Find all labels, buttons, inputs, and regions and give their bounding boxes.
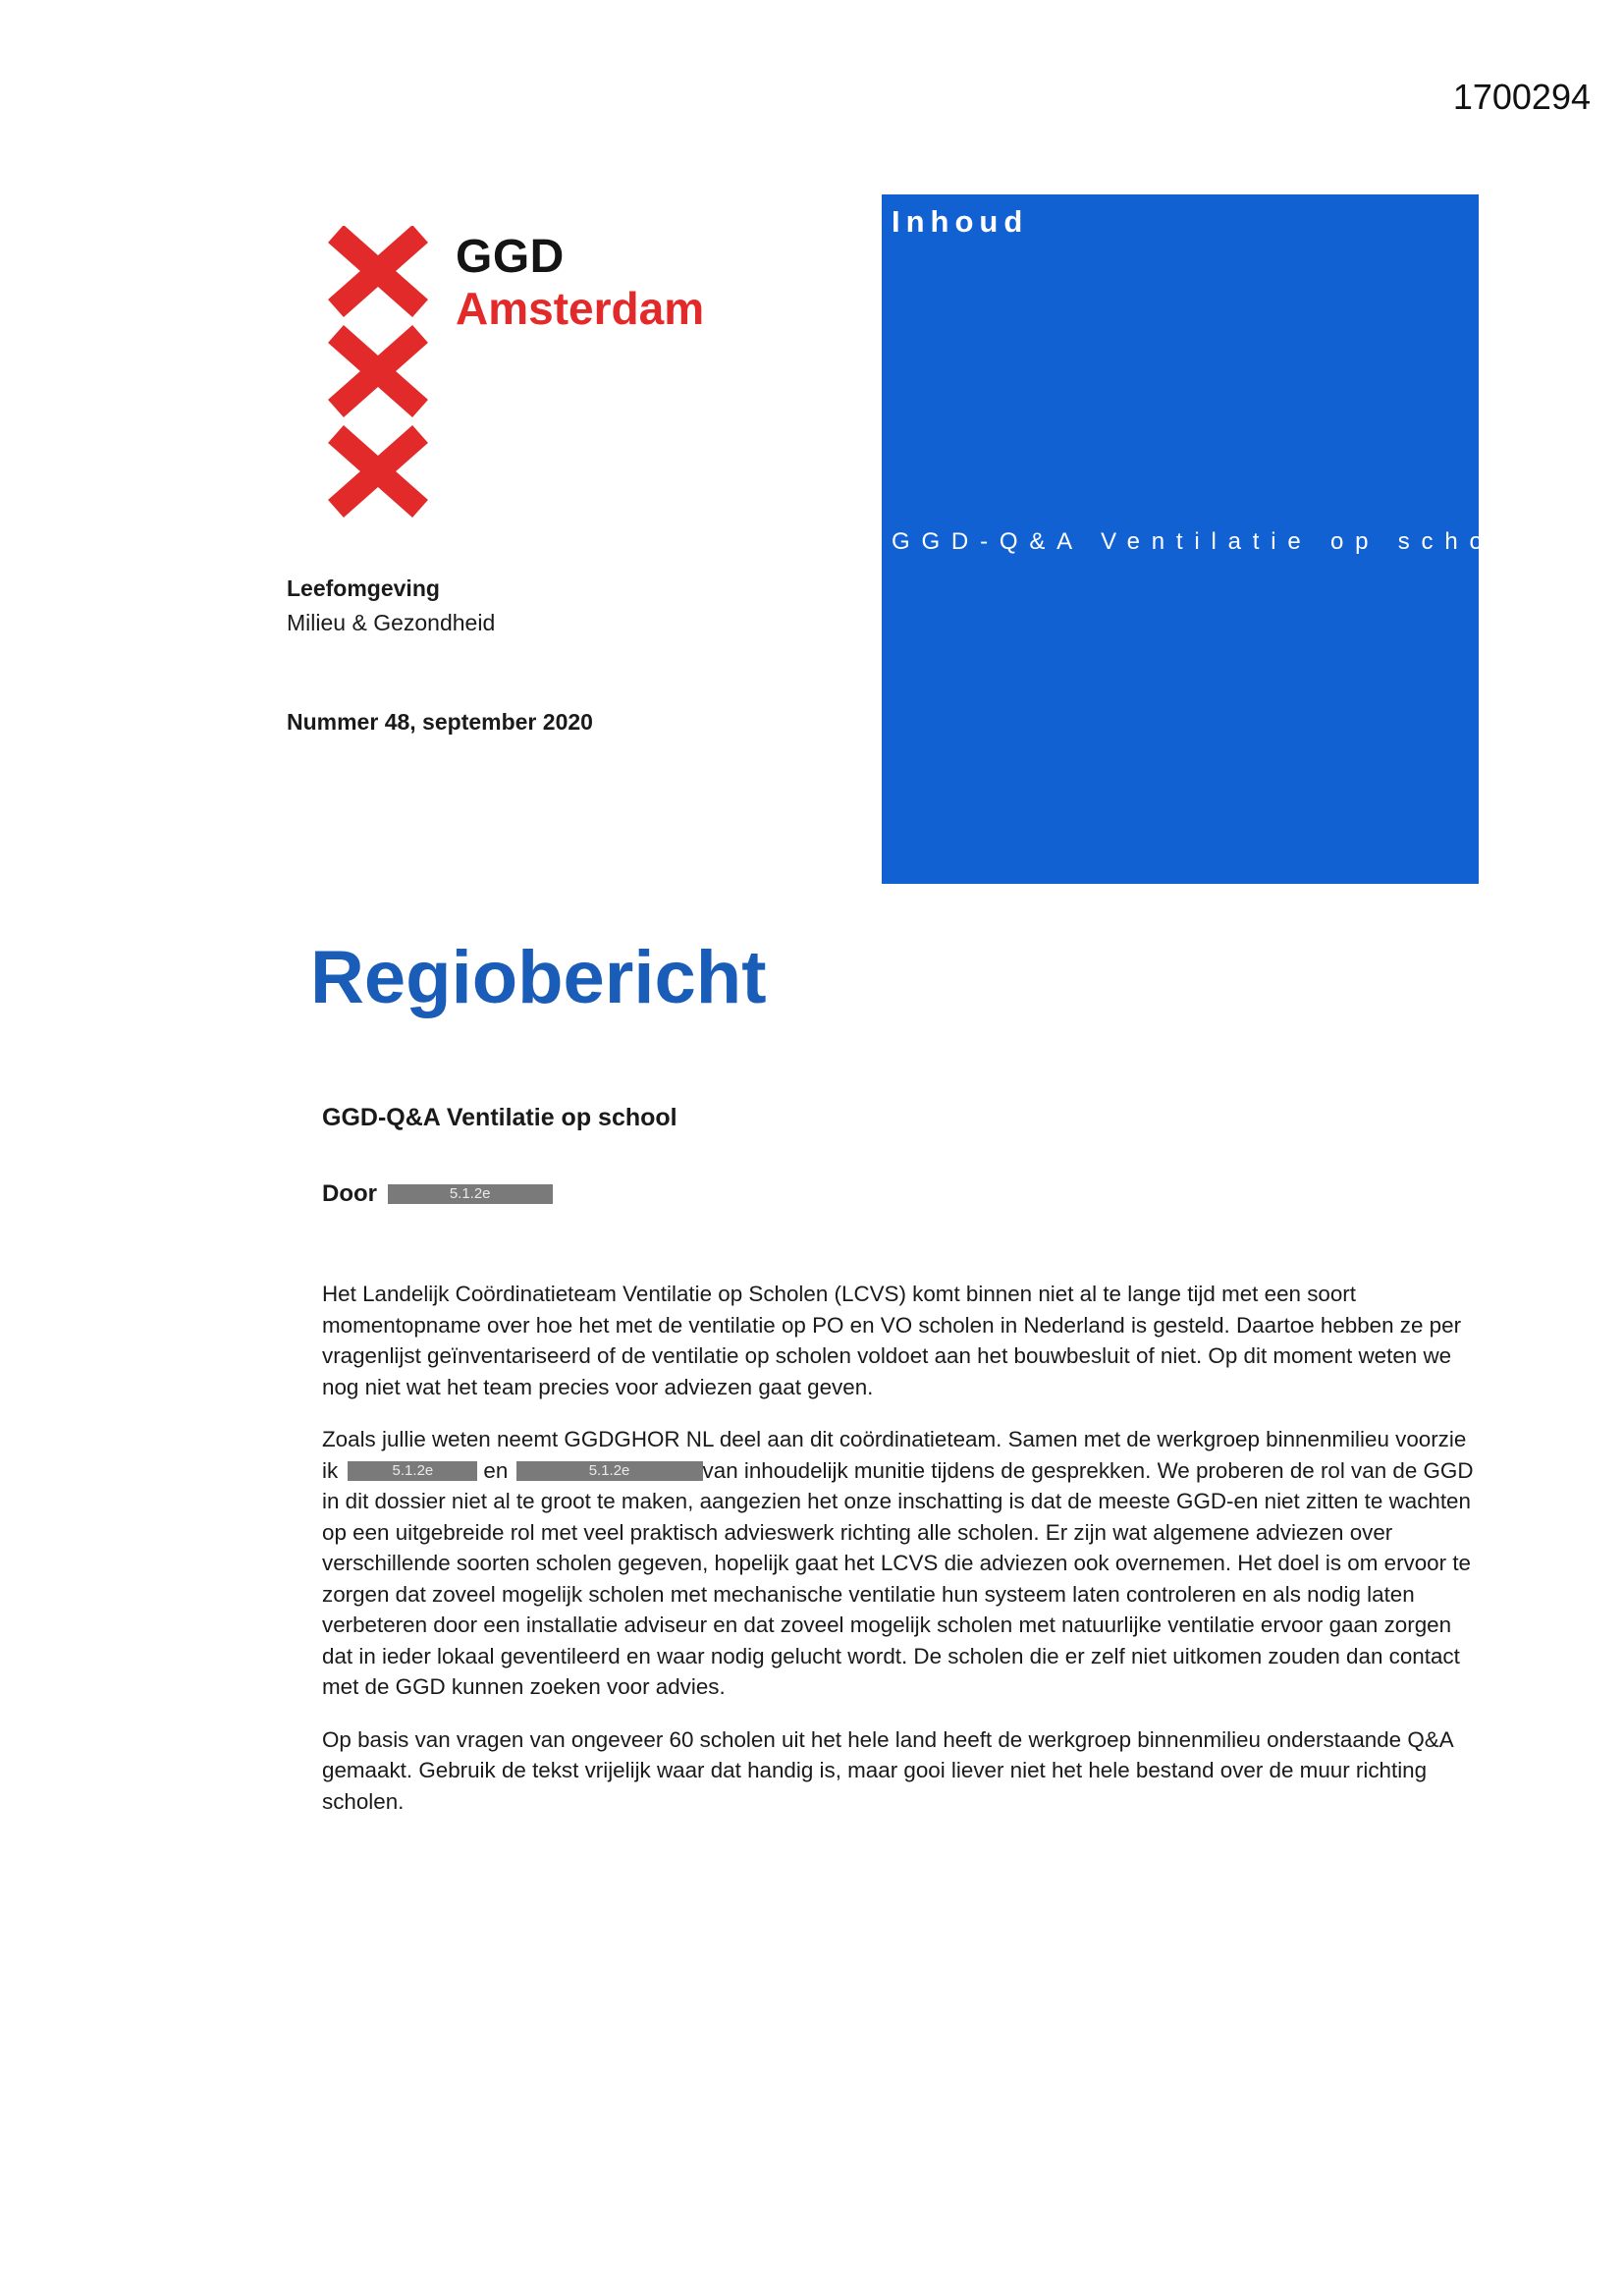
department-name: Leefomgeving: [287, 575, 440, 601]
paragraph-2: [322, 1424, 1483, 1703]
author-line: [322, 1180, 553, 1208]
redaction-box: 5.1.2e: [388, 1184, 553, 1204]
author-prefix: Door: [322, 1180, 377, 1207]
paragraph-2-end: van inhoudelijk munitie tijdens de gesprekken. We proberen de rol van de GGD in dit dossier niet al te groot te maken, aangezien het onze inschatting is dat de meeste GGD-en niet zitten te wachten op een uitgebreide rol met veel praktisch advieswerk richting alle scholen. Er zijn wat algemene adviezen over verschillende soorten scholen gegeven, hopelijk gaat het LCVS die adviezen ook overnemen. Het doel is om ervoor te zorgen dat zoveel mogelijk scholen met mechanische ventilatie hun systeem laten controleren en als nodig laten verbeteren door een installatie adviseur en dat zoveel mogelijk scholen met natuurlijke ventilatie ervoor gaan zorgen dat in ieder lokaal geventileerd en waar nodig gelucht wordt. De scholen die er zelf niet uitkomen zouden dan contact met de GGD kunnen zoeken voor advies.: [322, 1457, 1474, 1699]
contents-box: [882, 194, 1536, 884]
department-sub: Milieu & Gezondheid: [287, 610, 496, 635]
paragraph-3: Op basis van vragen van ongeveer 60 scholen uit het hele land heeft de werkgroep binnenmilieu onderstaande Q&A gemaakt. Gebruik de tekst vrijelijk waar dat handig is, maar gooi liever niet het hele bestand over de muur richting scholen.: [322, 1726, 1453, 1814]
contents-item: GGD-Q&A Ventilatie op school: [892, 528, 1536, 555]
article-title: GGD-Q&A Ventilatie op school: [322, 1104, 677, 1131]
paragraph-2-and: en: [483, 1457, 509, 1483]
issue-number: Nummer 48, september 2020: [287, 709, 593, 735]
contents-title: Inhoud: [892, 204, 1029, 239]
paragraph-2-start: Zoals jullie weten neemt GGDGHOR NL deel aan dit coördinatieteam. Samen met de werkgroep binnenmilieu voorzie ik: [322, 1427, 1467, 1483]
amsterdam-crosses-icon: [324, 226, 432, 520]
logo-title: GGD: [456, 231, 565, 283]
paragraph-1: Het Landelijk Coördinatieteam Ventilatie op Scholen (LCVS) komt binnen niet al te lange tijd met een soort momentopname over hoe het met de ventilatie op PO en VO scholen in Nederland is gesteld. Daartoe hebben ze per vragenlijst geïnventariseerd of de ventilatie op scholen voldoet aan het bouwbesluit of niet. Op dit moment weten we nog niet wat het team precies voor adviezen gaat geven.: [322, 1282, 1462, 1399]
redaction-box: 5.1.2e: [348, 1461, 477, 1481]
document-id: 1700294: [1452, 77, 1591, 117]
logo-city: Amsterdam: [456, 283, 705, 334]
redaction-box: 5.1.2e: [516, 1461, 703, 1481]
page-heading: Regiobericht: [310, 936, 767, 1019]
article-body: [322, 1279, 1483, 1838]
